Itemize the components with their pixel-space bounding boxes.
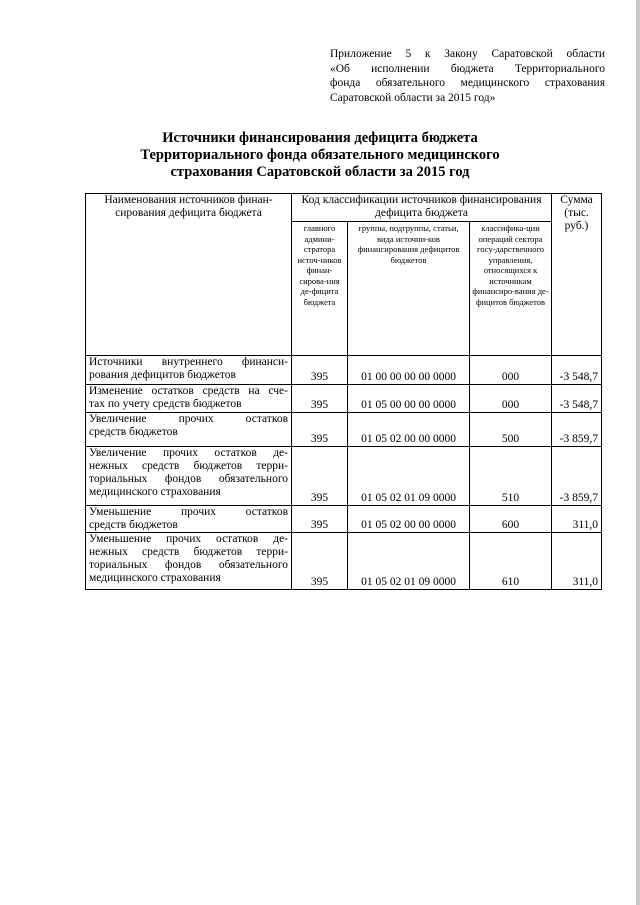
title-line: страхования Саратовской области за 2015 год [170,164,470,180]
row-name-line: рования дефицитов бюджетов [89,369,236,381]
row-sum-cell: 311,0 [552,533,602,590]
appendix-line: Саратовской области за 2015 год» [330,91,496,104]
row-name-cell [86,356,292,385]
appendix-line: «Об исполнении бюджета Территориального [330,62,605,75]
row-admin-cell: 395 [292,447,348,506]
row-admin-cell: 395 [292,356,348,385]
row-admin-cell: 395 [292,413,348,447]
table-row [86,533,602,590]
row-kosgu-cell: 600 [470,506,552,533]
header-group-cell: группы, подгруппы, статьи, вида источни-ков финансирования дефицитов бюджетов [348,222,470,356]
row-code-cell: 01 05 02 00 00 0000 [348,413,470,447]
row-name-cell [86,506,292,533]
row-kosgu-cell: 510 [470,447,552,506]
row-name-line: средств бюджетов [89,426,178,438]
table-row [86,356,602,385]
appendix-line: фонда обязательного медицинского страхования [330,77,605,89]
table-header-row [86,194,602,222]
row-sum-cell: -3 859,7 [552,413,602,447]
title-line: Источники финансирования дефицита бюджета [162,130,478,146]
row-kosgu-cell: 610 [470,533,552,590]
row-code-cell: 01 00 00 00 00 0000 [348,356,470,385]
row-name-line: Уменьшение прочих остатков де- [89,533,288,545]
row-name-cell [86,533,292,590]
row-sum-cell: -3 859,7 [552,447,602,506]
row-name-line: медицинского страхования [89,572,221,584]
table-row [86,385,602,413]
row-name-line: Изменение остатков средств на сче- [89,385,288,397]
document-title [100,130,540,181]
row-sum-cell: -3 548,7 [552,356,602,385]
table-row [86,447,602,506]
table-row [86,506,602,533]
row-name-line: Увеличение прочих остатков [89,413,288,425]
row-sum-cell: 311,0 [552,506,602,533]
header-name-cell: Наименования источников финан-сирования дефицита бюджета [86,194,292,356]
table-row [86,413,602,447]
row-admin-cell: 395 [292,533,348,590]
row-name-cell [86,385,292,413]
financing-sources-table [85,193,602,590]
row-sum-cell: -3 548,7 [552,385,602,413]
row-name-line: ториальных фондов обязательного [89,473,288,485]
row-code-cell: 01 05 02 01 09 0000 [348,533,470,590]
row-name-line: тах по учету средств бюджетов [89,398,242,410]
header-admin-cell: главного админи-стратора источ-ников финан-сирова-ния де-фицита бюджета [292,222,348,356]
header-sum-cell: Сумма (тыс. руб.) [552,194,602,356]
row-code-cell: 01 05 02 01 09 0000 [348,447,470,506]
row-name-line: Увеличение прочих остатков де- [89,447,288,459]
row-name-line: нежных средств бюджетов терри- [89,460,288,472]
scan-page-edge [636,0,640,905]
row-kosgu-cell: 500 [470,413,552,447]
row-name-line: нежных средств бюджетов терри- [89,546,288,558]
row-admin-cell: 395 [292,506,348,533]
row-kosgu-cell: 000 [470,356,552,385]
row-name-line: Уменьшение прочих остатков [89,506,288,518]
row-code-cell: 01 05 02 00 00 0000 [348,506,470,533]
row-name-cell [86,413,292,447]
row-name-line: Источники внутреннего финанси- [89,356,288,368]
title-line: Территориального фонда обязательного медицинского [140,147,500,163]
appendix-line: Приложение 5 к Закону Саратовской области [330,48,605,60]
row-name-line: средств бюджетов [89,519,178,531]
row-name-cell [86,447,292,506]
row-code-cell: 01 05 00 00 00 0000 [348,385,470,413]
row-admin-cell: 395 [292,385,348,413]
header-code-cell: Код классификации источников финансирования дефицита бюджета [292,194,552,222]
row-name-line: ториальных фондов обязательного [89,559,288,571]
appendix-note [330,47,605,105]
row-kosgu-cell: 000 [470,385,552,413]
row-name-line: медицинского страхования [89,486,221,498]
header-classification-cell: классифика-ции операций сектора госу-дарственного управления, относящихся к источникам финансиро-вания де-фицитов бюджетов [470,222,552,356]
